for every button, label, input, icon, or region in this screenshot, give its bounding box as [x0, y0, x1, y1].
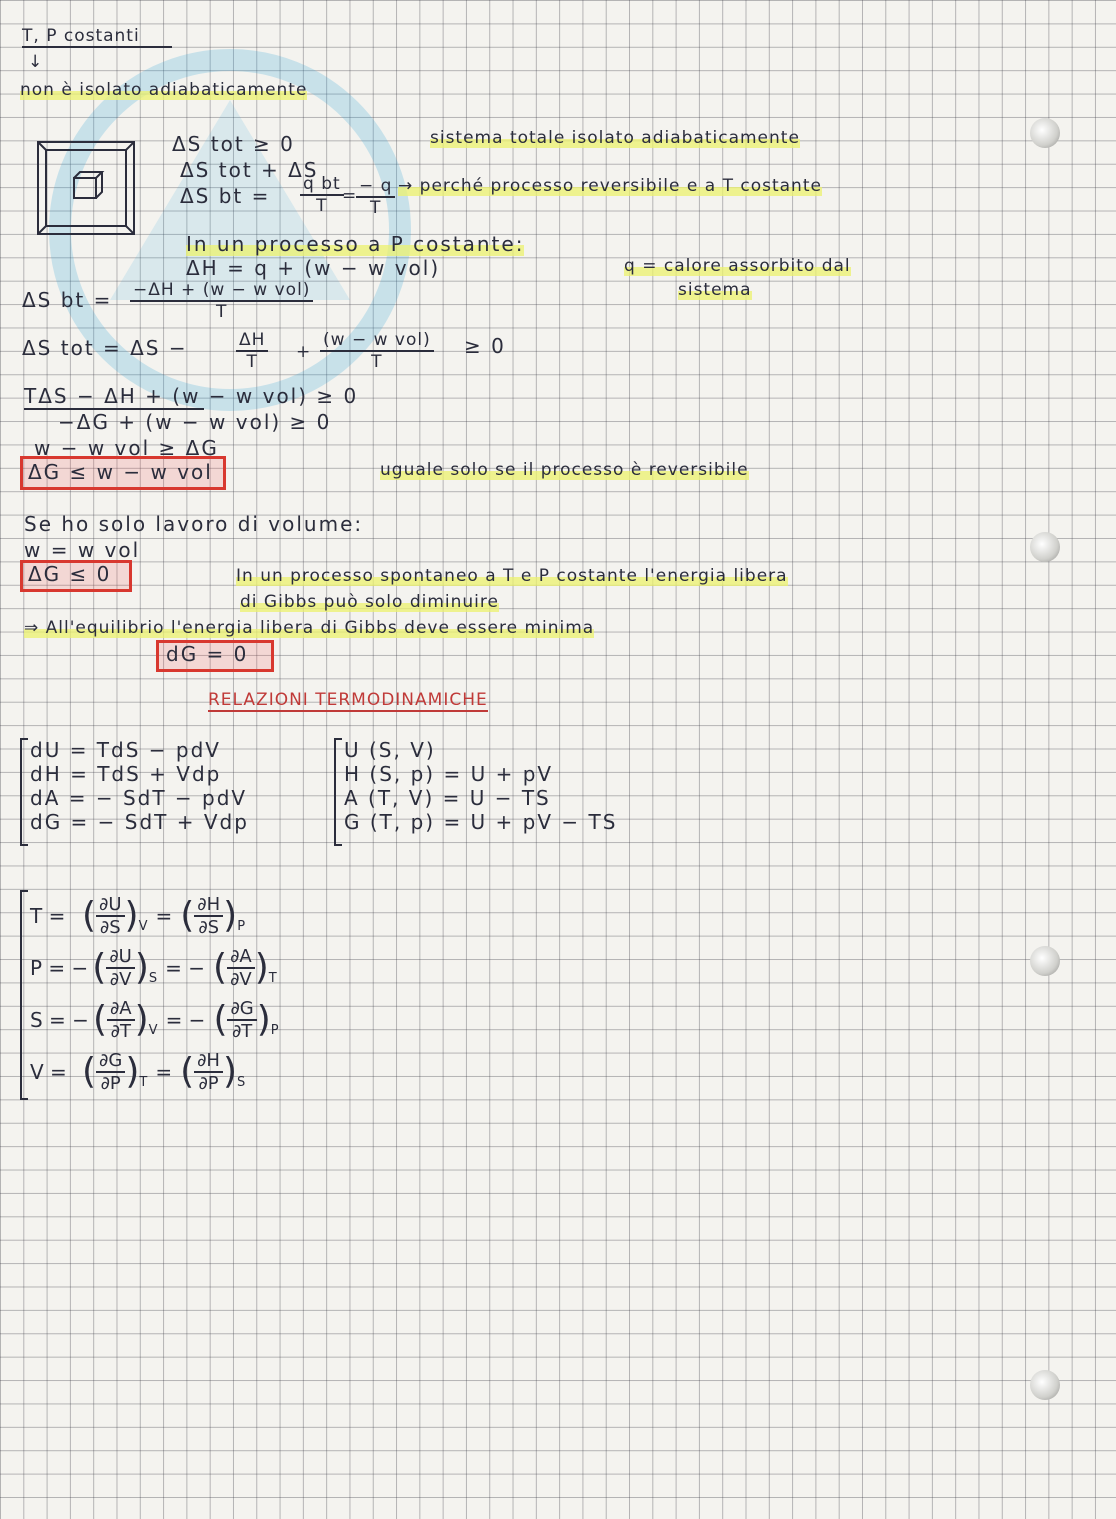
derivative-subscript: S [148, 971, 158, 986]
derivative-den: ∂P [198, 1073, 219, 1094]
derivative-num: ∂H [194, 894, 223, 917]
dstot-frac1 [236, 330, 268, 372]
dstot-f1-den: T [246, 352, 258, 372]
derivative-group [213, 998, 278, 1042]
paren-close: ) [254, 947, 269, 988]
derivative-fraction [194, 894, 223, 938]
derivative-group [180, 1050, 245, 1094]
paren-close: ) [256, 999, 271, 1040]
frac2-den: T [370, 198, 382, 218]
relations-left [30, 738, 249, 834]
potential-a: A (T, V) = U − TS [344, 786, 551, 810]
relation-da: dA = − SdT − pdV [30, 786, 248, 810]
relation-du: dU = TdS − pdV [30, 738, 221, 762]
derivative-num: ∂G [227, 998, 256, 1021]
derivative-group [82, 894, 147, 938]
dsbt-num: −ΔH + (w − w vol) [130, 280, 313, 302]
derivative-den: ∂P [100, 1073, 121, 1094]
partial-row [30, 942, 283, 994]
derivative-subscript: V [148, 1023, 158, 1038]
boxed-result-3-text: dG = 0 [166, 642, 249, 666]
derivative-num: ∂H [194, 1050, 223, 1073]
derivative-num: ∂A [107, 998, 135, 1021]
paren-close: ) [125, 1051, 140, 1092]
isolated-system-sketch [36, 140, 136, 236]
note-reversible-only: uguale solo se il processo è reversibile [380, 460, 749, 480]
derivative-group [213, 946, 277, 990]
paren-close: ) [124, 895, 139, 936]
derivative-num: ∂U [106, 946, 134, 969]
relations-right-brace [334, 738, 342, 846]
derivative-den: ∂T [110, 1021, 131, 1042]
derivative-fraction [96, 1050, 125, 1094]
entropy-bath-eq-label: ΔS bt = [22, 288, 113, 312]
derivative-equals: = − [165, 1008, 206, 1032]
note-system: sistema [678, 280, 752, 300]
derivative-lhs: P = − [30, 956, 89, 980]
dstot-frac2 [320, 330, 434, 372]
derivative-equals: = [155, 904, 173, 928]
dstot-tail: ≥ 0 [464, 334, 506, 358]
paren-close: ) [134, 947, 149, 988]
relation-dh: dH = TdS + Vdp [30, 762, 222, 786]
entropy-sum-eq: ΔS tot + ΔS [180, 158, 319, 182]
binder-hole-2 [1030, 532, 1060, 562]
paren-open: ( [180, 895, 195, 936]
paren-close: ) [222, 1051, 238, 1092]
note-gibbs-decrease: di Gibbs può solo diminuire [240, 592, 499, 612]
derivative-group [180, 894, 245, 938]
note-isolated-system: sistema totale isolato adiabaticamente [430, 128, 800, 148]
paren-open: ( [180, 1051, 195, 1092]
derivative-subscript: P [270, 1023, 279, 1038]
paren-open: ( [213, 947, 228, 988]
entropy-bath-fraction [130, 280, 313, 322]
partials-brace [20, 890, 28, 1100]
derivative-subscript: T [139, 1075, 148, 1090]
derivative-num: ∂U [96, 894, 124, 917]
derivative-fraction [107, 998, 135, 1042]
derivative-subscript: T [268, 971, 277, 986]
dsbt-den: T [216, 302, 228, 322]
potential-g: G (T, p) = U + pV − TS [344, 810, 618, 834]
derivative-lhs: S = − [30, 1008, 89, 1032]
derivative-den: ∂V [109, 969, 132, 990]
work-equals-volume: w = w vol [24, 538, 141, 562]
plus-sign: + [296, 342, 312, 362]
potential-u: U (S, V) [344, 738, 436, 762]
note-spontaneous: In un processo spontaneo a T e P costante l'energia libera [236, 566, 788, 586]
boxed-result-1-text: ΔG ≤ w − w vol [28, 460, 213, 484]
derivative-den: ∂T [231, 1021, 253, 1042]
paren-close: ) [134, 999, 149, 1040]
entropy-bath-frac2 [356, 176, 395, 218]
potential-h: H (S, p) = U + pV [344, 762, 554, 786]
dstot-f2-den: T [371, 352, 383, 372]
relation-dg: dG = − SdT + Vdp [30, 810, 249, 834]
derivative-equals: = [155, 1060, 173, 1084]
derivative-group [82, 1050, 147, 1094]
derivative-num: ∂G [96, 1050, 125, 1073]
derivative-fraction [106, 946, 134, 990]
volume-work-only: Se ho solo lavoro di volume: [24, 512, 364, 536]
derivative-den: ∂S [99, 917, 121, 938]
paren-open: ( [92, 999, 107, 1040]
entropy-total-label: ΔS tot = ΔS − [22, 336, 188, 360]
entropy-total-eq: ΔS tot ≥ 0 [172, 132, 295, 156]
derivative-fraction [96, 894, 124, 938]
relations-left-brace [20, 738, 28, 846]
paren-open: ( [82, 895, 97, 936]
paren-open: ( [213, 999, 228, 1040]
partial-derivatives [30, 890, 283, 1098]
work-inequality: w − w vol ≥ ΔG [34, 436, 219, 460]
derivative-fraction [227, 946, 255, 990]
down-arrow-icon: ↓ [28, 52, 44, 72]
paren-open: ( [82, 1051, 97, 1092]
equilibrium-statement: ⇒ All'equilibrio l'energia libera di Gibbs deve essere minima [24, 618, 595, 638]
entropy-bath-frac1 [300, 174, 344, 216]
partial-row [30, 994, 283, 1046]
intro-text: non è isolato adiabaticamente [20, 80, 308, 100]
note-heat: q = calore assorbito dal [624, 256, 851, 276]
derivative-group [93, 998, 158, 1042]
process-constant-p: In un processo a P costante: [186, 232, 525, 256]
derivative-subscript: V [138, 919, 148, 934]
frac1-num: q bt [300, 174, 344, 196]
tds-inequality: TΔS − ΔH + (w − w vol) ≥ 0 [24, 384, 359, 408]
frac1-den: T [316, 196, 328, 216]
dstot-f2-num: (w − w vol) [320, 330, 434, 352]
derivative-den: ∂S [198, 917, 220, 938]
derivative-lhs: T = [30, 904, 66, 928]
entropy-bath-label: ΔS bt = [180, 184, 271, 208]
partial-row [30, 890, 283, 942]
partial-row [30, 1046, 283, 1098]
boxed-result-2-text: ΔG ≤ 0 [28, 562, 112, 586]
relations-right [344, 738, 617, 834]
equals-sign: = [342, 186, 358, 206]
enthalpy-eq: ΔH = q + (w − w vol) [186, 256, 441, 280]
frac2-num: − q [356, 176, 395, 198]
derivative-equals: = − [165, 956, 206, 980]
derivative-den: ∂V [230, 969, 252, 990]
binder-hole-3 [1030, 946, 1060, 976]
paren-open: ( [92, 947, 107, 988]
binder-hole-1 [1030, 118, 1060, 148]
paren-close: ) [223, 895, 238, 936]
note-reversible: → perché processo reversibile e a T costante [398, 176, 822, 196]
derivative-fraction [227, 998, 256, 1042]
derivative-num: ∂A [227, 946, 255, 969]
dg-inequality: −ΔG + (w − w vol) ≥ 0 [58, 410, 332, 434]
binder-hole-4 [1030, 1370, 1060, 1400]
derivative-lhs: V = [30, 1060, 67, 1084]
derivative-group [92, 946, 157, 990]
page-title: T, P costanti [22, 26, 172, 48]
section-title: RELAZIONI TERMODINAMICHE [208, 690, 488, 710]
derivative-subscript: S [237, 1075, 246, 1090]
derivative-subscript: P [237, 919, 246, 934]
dstot-f1-num: ΔH [236, 330, 268, 352]
derivative-fraction [194, 1050, 223, 1094]
